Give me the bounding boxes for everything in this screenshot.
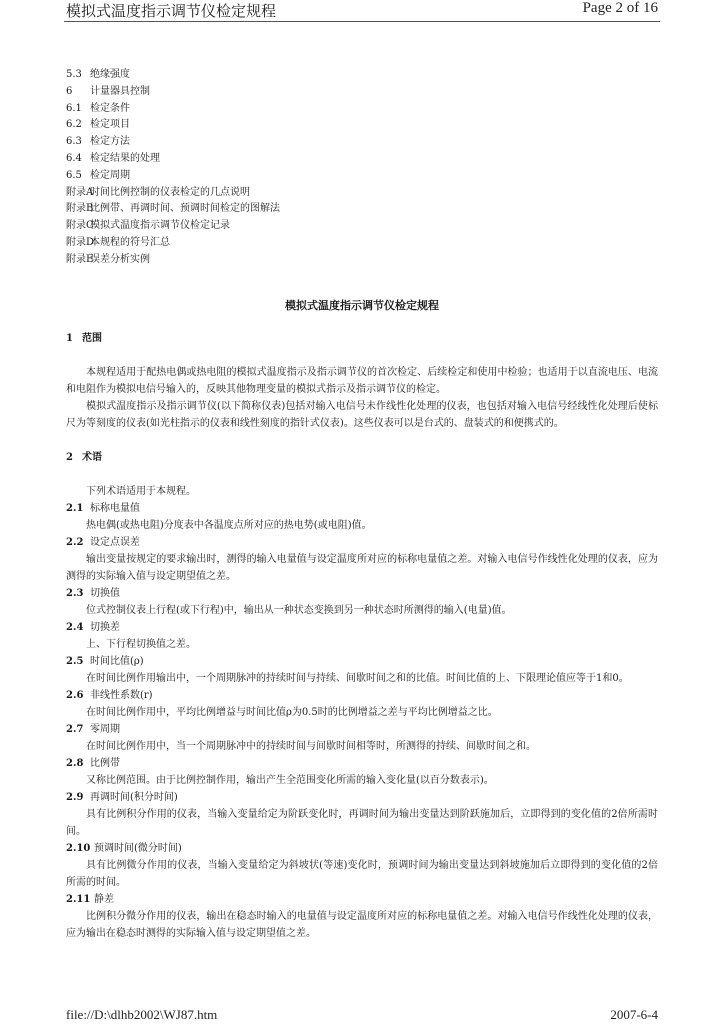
toc-text: 本规程的符号汇总 <box>90 236 170 248</box>
term-heading <box>66 500 658 517</box>
term-title: 设定点误差 <box>90 537 140 548</box>
table-of-contents <box>66 67 280 269</box>
paragraph: 下列术语适用于本规程。 <box>86 486 196 497</box>
term-definition: 上、下行程切换值之差。 <box>86 639 196 650</box>
term-number: 2.1 <box>66 503 84 514</box>
term-heading <box>66 585 658 602</box>
toc-text: 时间比例控制的仪表检定的几点说明 <box>90 186 250 198</box>
term-number: 2.7 <box>66 724 84 735</box>
toc-number: 6.5 <box>66 169 82 181</box>
page-number: Page 2 of 16 <box>582 0 658 16</box>
term-title: 切换差 <box>90 622 120 633</box>
toc-text: 检定条件 <box>90 102 130 114</box>
term-heading <box>66 534 658 551</box>
term-definition: 在时间比例作用中，平均比例增益与时间比值ρ为0.5时的比例增益之差与平均比例增益之比。 <box>86 707 498 718</box>
toc-number: 附录A <box>66 186 94 198</box>
term-number: 2.2 <box>66 537 84 548</box>
toc-item <box>66 117 280 134</box>
toc-item <box>66 101 280 118</box>
toc-number: 6.3 <box>66 136 82 148</box>
term-heading <box>66 891 658 908</box>
header-title: 模拟式温度指示调节仪检定规程 <box>66 2 277 20</box>
toc-text: 误差分析实例 <box>90 253 150 265</box>
section-number: 1 <box>66 333 73 344</box>
section-number: 2 <box>66 452 73 463</box>
term-number: 2.8 <box>66 758 84 769</box>
toc-text: 检定项目 <box>90 119 130 131</box>
term-definition: 具有比例积分作用的仪表，当输入变量给定为阶跃变化时，再调时间为输出变量达到阶跃施加后，立即得到的变化值的2倍所需时间。 <box>66 809 658 837</box>
paragraph: 模拟式温度指示及指示调节仪(以下简称仪表)包括对输入电信号未作线性化处理的仪表，也包括对输入电信号经线性化处理后使标尺为等刻度的仪表(如光柱指示的仪表和线性刻度的指针式仪表)。这些仪表可以是台式的、盘装式的和便携式的。 <box>66 401 658 429</box>
term-heading <box>66 721 658 738</box>
term-number: 2.6 <box>66 690 84 701</box>
header-divider <box>64 21 660 22</box>
toc-number: 6.2 <box>66 119 82 131</box>
term-title: 比例带 <box>90 758 120 769</box>
term-heading <box>66 687 658 704</box>
toc-item <box>66 185 280 202</box>
toc-item <box>66 84 280 101</box>
term-title: 再调时间(积分时间) <box>90 792 178 803</box>
term-heading <box>66 653 658 670</box>
term-title: 预调时间(微分时间) <box>94 843 182 854</box>
toc-item <box>66 168 280 185</box>
term-heading <box>66 789 658 806</box>
section-heading-terms <box>66 449 658 466</box>
toc-number: 附录D <box>66 236 95 248</box>
toc-item <box>66 151 280 168</box>
terms-list <box>66 500 658 942</box>
toc-text: 绝缘强度 <box>90 69 130 80</box>
toc-number: 附录C <box>66 220 94 232</box>
term-title: 零周期 <box>90 724 120 735</box>
toc-text: 检定方法 <box>90 136 130 148</box>
term-definition: 具有比例微分作用的仪表，当输入变量给定为斜坡状(等速)变化时，预调时间为输出变量达到斜坡施加后立即得到的变化值的2倍所需的时间。 <box>66 860 658 888</box>
paragraph: 本规程适用于配热电偶或热电阻的模拟式温度指示及指示调节仪的首次检定、后续检定和使用中检验；也适用于以直流电压、电流和电阻作为模拟电信号输入的，反映其他物理变量的模拟式指示及指示调节仪的检定。 <box>66 367 658 395</box>
term-number: 2.4 <box>66 622 84 633</box>
term-title: 切换值 <box>90 588 120 599</box>
term-definition: 输出变量按规定的要求输出时，测得的输入电量值与设定温度所对应的标称电量值之差。对输入电信号作线性化处理的仪表，应为测得的实际输入值与设定期望值之差。 <box>66 554 658 582</box>
toc-text: 比例带、再调时间、预调时间检定的图解法 <box>90 203 280 215</box>
main-content <box>66 330 658 942</box>
term-number: 2.5 <box>66 656 84 667</box>
toc-text: 计量器具控制 <box>90 85 150 97</box>
term-definition: 在时间比例作用中，当一个周期脉冲中的持续时间与间歇时间相等时，所测得的持续、间歇时间之和。 <box>86 741 536 752</box>
term-number: 2.3 <box>66 588 84 599</box>
term-number: 2.11 <box>66 894 91 905</box>
toc-text: 检定结果的处理 <box>90 152 160 164</box>
term-title: 标称电量值 <box>90 503 140 514</box>
toc-item <box>66 67 280 84</box>
toc-item <box>66 218 280 235</box>
toc-item <box>66 134 280 151</box>
term-title: 非线性系数(r) <box>90 690 153 701</box>
toc-number: 6 <box>66 85 73 97</box>
term-heading <box>66 619 658 636</box>
toc-item <box>66 252 280 269</box>
toc-number: 附录E <box>66 253 94 265</box>
toc-number: 5.3 <box>66 69 82 80</box>
section-title: 术语 <box>82 452 102 463</box>
document-title: 模拟式温度指示调节仪检定规程 <box>285 299 439 312</box>
footer-file-path: file://D:\dlhb2002\WJ87.htm <box>66 1007 218 1022</box>
term-number: 2.10 <box>66 843 91 854</box>
toc-number: 6.4 <box>66 152 82 164</box>
term-title: 时间比值(ρ) <box>90 656 144 667</box>
toc-text: 检定周期 <box>90 169 130 181</box>
term-definition: 热电偶(或热电阻)分度表中各温度点所对应的热电势(或电阻)值。 <box>86 520 372 531</box>
term-definition: 位式控制仪表上行程(或下行程)中，输出从一种状态变换到另一种状态时所测得的输入(电量)值。 <box>86 605 512 616</box>
toc-item <box>66 235 280 252</box>
toc-number: 6.1 <box>66 102 82 114</box>
term-heading <box>66 755 658 772</box>
toc-text: 模拟式温度指示调节仪检定记录 <box>90 220 230 232</box>
toc-item <box>66 201 280 218</box>
footer-date: 2007-6-4 <box>610 1007 658 1022</box>
term-number: 2.9 <box>66 792 84 803</box>
term-definition: 在时间比例作用输出中，一个周期脉冲的持续时间与持续、间歇时间之和的比值。时间比值的上、下限理论值应等于1和0。 <box>86 673 629 684</box>
term-definition: 又称比例范围。由于比例控制作用，输出产生全范围变化所需的输入变化量(以百分数表示)。 <box>86 775 494 786</box>
term-title: 静差 <box>94 894 114 905</box>
toc-number: 附录B <box>66 203 94 215</box>
term-definition: 比例积分微分作用的仪表，输出在稳态时输入的电量值与设定温度所对应的标称电量值之差。对输入电信号作线性化处理的仪表，应为输出在稳态时测得的实际输入值与设定期望值之差。 <box>66 911 658 939</box>
section-title: 范围 <box>82 333 102 344</box>
term-heading <box>66 840 658 857</box>
section-heading-scope <box>66 330 658 347</box>
